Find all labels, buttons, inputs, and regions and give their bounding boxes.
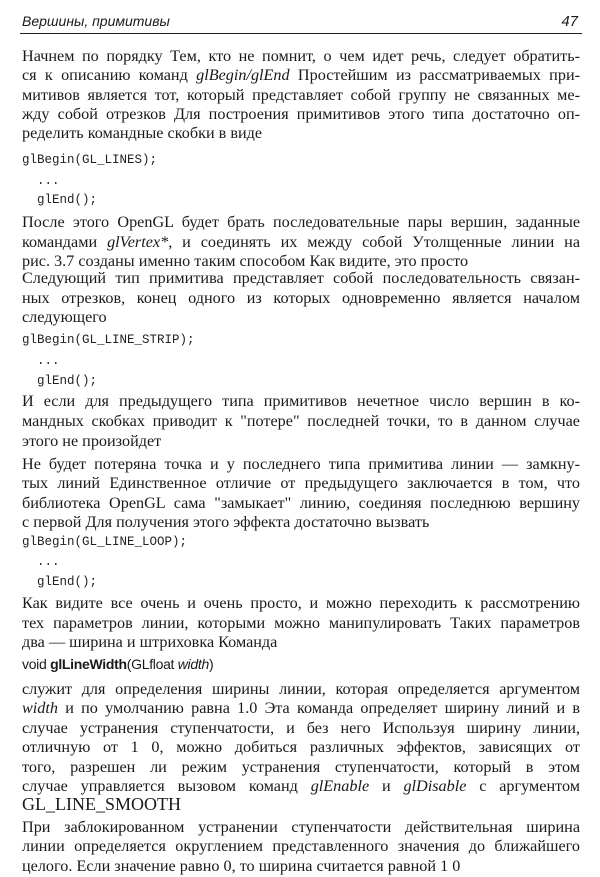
text-run: этого не произойдет bbox=[22, 432, 162, 450]
italic-term: glBegin/glEnd bbox=[196, 66, 290, 84]
text-run: отличную от 1 0, можно добиться различных эффектов, зависящих от bbox=[22, 738, 580, 756]
text-line bbox=[22, 494, 580, 513]
text-line bbox=[22, 289, 580, 308]
text-line bbox=[22, 392, 580, 411]
constant-name: GL_LINE_SMOOTH bbox=[22, 794, 181, 814]
text-run: митивов является тот, который представляет собой группу не связанных ме- bbox=[22, 86, 580, 104]
text-run: (GLfloat bbox=[126, 656, 178, 672]
text-run: рис. 3.7 созданы именно таким способом Как видите, это просто bbox=[22, 252, 469, 270]
text-line bbox=[22, 594, 580, 613]
text-line bbox=[22, 105, 580, 124]
text-run: ных отрезков, конец одного из которых одновременно является началом bbox=[22, 289, 580, 307]
text-line bbox=[22, 233, 580, 252]
text-line bbox=[22, 474, 580, 493]
text-run: библиотека OpenGL сама "замыкает" линию, соединяя последнюю вершину bbox=[22, 494, 580, 512]
text-run: ) bbox=[208, 656, 214, 672]
text-line bbox=[22, 837, 580, 856]
text-run: служит для определения ширины линии, которая определяется аргументом bbox=[22, 680, 580, 698]
text-run: При заблокированном устранении ступенчатости действительная ширина bbox=[22, 818, 580, 836]
text-run: Простейшим из рассматриваемых при- bbox=[289, 66, 580, 84]
code-line: glBegin(GL_LINE_LOOP); bbox=[22, 535, 188, 549]
text-run: с аргументом bbox=[466, 777, 580, 795]
code-line: glEnd(); bbox=[22, 193, 98, 207]
text-run: случае устранения ступенчатости, и без него Используя ширину линии, bbox=[22, 719, 580, 737]
text-run: тых линий Единственное отличие от предыдущего заключается в том, что bbox=[22, 474, 580, 492]
text-run: тех параметров линии, которыми можно манипулировать Таких параметров bbox=[22, 614, 580, 632]
code-line: glEnd(); bbox=[22, 575, 98, 589]
text-run: командами bbox=[22, 233, 108, 251]
text-line bbox=[22, 86, 580, 105]
text-run: и по умолчанию равна 1.0 Эта команда определяет ширину линий и в bbox=[57, 699, 580, 717]
text-line bbox=[22, 719, 580, 738]
text-run: И если для предыдущего типа примитивов нечетное число вершин в ко- bbox=[22, 392, 580, 410]
text-run: случае управляется вызовом команд bbox=[22, 777, 311, 795]
text-line bbox=[22, 124, 580, 143]
text-run: жду собой отрезков Для построения примитивов этого типа достаточно оп- bbox=[22, 105, 580, 123]
function-name: glLineWidth bbox=[50, 656, 127, 672]
text-line bbox=[22, 857, 580, 876]
text-line bbox=[22, 412, 580, 431]
text-run: целого. Если значение равно 0, то ширина считается равной 1 0 bbox=[22, 857, 461, 875]
text-line bbox=[22, 699, 580, 718]
text-line bbox=[22, 513, 580, 532]
text-line bbox=[22, 795, 580, 815]
italic-term: glEnable bbox=[310, 777, 370, 795]
text-run: линии определяется округлением представленного значения до ближайшего bbox=[22, 837, 580, 855]
text-run: ся к описанию команд bbox=[22, 66, 197, 84]
header-rule bbox=[20, 33, 582, 34]
text-run: следующего bbox=[22, 308, 107, 326]
text-line bbox=[22, 213, 580, 232]
text-line bbox=[22, 66, 580, 85]
text-run: Не будет потеряна точка и у последнего типа примитива линии — замкну- bbox=[22, 455, 580, 473]
text-run: ределить командные скобки в виде bbox=[22, 124, 263, 142]
text-line bbox=[22, 758, 580, 777]
code-line: glBegin(GL_LINE_STRIP); bbox=[22, 333, 195, 347]
italic-term: glVertex* bbox=[107, 233, 169, 251]
running-header bbox=[20, 10, 580, 32]
code-line: ... bbox=[22, 555, 60, 569]
text-line bbox=[22, 818, 580, 837]
italic-term: width bbox=[177, 656, 209, 672]
text-run: Следующий тип примитива представляет собой последовательность связан- bbox=[22, 269, 580, 287]
code-line: glBegin(GL_LINES); bbox=[22, 153, 158, 167]
italic-term: width bbox=[22, 699, 58, 717]
text-run: того, разрешен ли режим устранения ступенчатости, который в этом bbox=[22, 758, 580, 776]
text-line bbox=[22, 614, 580, 633]
code-line: ... bbox=[22, 174, 60, 188]
text-run: void bbox=[22, 656, 51, 672]
text-run: После этого OpenGL будет брать последовательные пары вершин, заданные bbox=[22, 213, 580, 231]
text-run: и bbox=[369, 777, 404, 795]
text-line bbox=[22, 432, 580, 451]
text-line bbox=[22, 738, 580, 757]
italic-term: glDisable bbox=[403, 777, 467, 795]
text-run: мандных скобках приводит к "потере" последней точки, то в данном случае bbox=[22, 412, 580, 430]
text-line bbox=[22, 308, 580, 327]
code-line: ... bbox=[22, 354, 60, 368]
text-line bbox=[22, 680, 580, 699]
function-signature bbox=[22, 656, 213, 672]
text-run: с первой Для получения этого эффекта достаточно вызвать bbox=[22, 513, 430, 531]
text-line bbox=[22, 633, 580, 652]
text-line bbox=[22, 47, 580, 66]
chapter-title: Вершины, примитивы bbox=[22, 13, 170, 29]
page-number: 47 bbox=[561, 13, 578, 30]
code-line: glEnd(); bbox=[22, 374, 98, 388]
text-run: , и соединять их между собой Утолщенные линии на bbox=[168, 233, 581, 251]
text-line bbox=[22, 455, 580, 474]
text-run: Начнем по порядку Тем, кто не помнит, о чем идет речь, следует обратить- bbox=[22, 47, 580, 65]
text-run: Как видите все очень и очень просто, и можно переходить к рассмотрению bbox=[22, 594, 580, 612]
text-line bbox=[22, 269, 580, 288]
text-run: два — ширина и штриховка Команда bbox=[22, 633, 278, 651]
